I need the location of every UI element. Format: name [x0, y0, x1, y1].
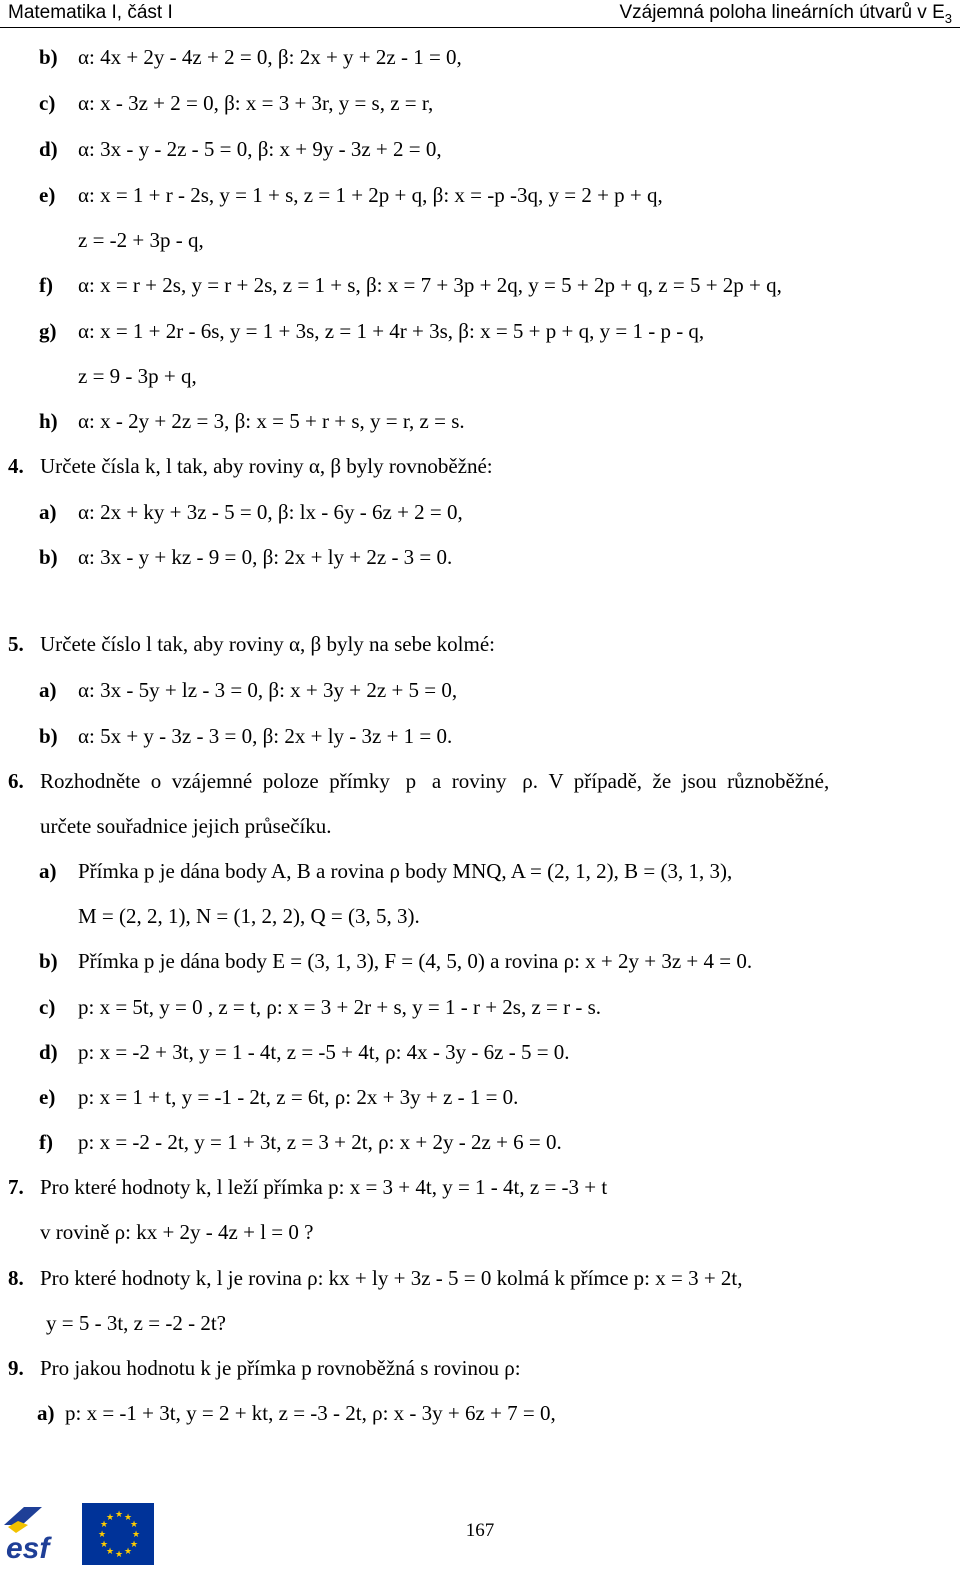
item-text: α: x - 2y + 2z = 3, β: x = 5 + r + s, y = r, z = s.: [78, 409, 465, 433]
item-label: e): [39, 1085, 56, 1109]
item-label: a): [37, 1401, 55, 1425]
esf-logo-text: esf: [6, 1532, 50, 1565]
svg-text:★: ★: [100, 1540, 109, 1550]
item-label: f): [39, 1130, 53, 1154]
item-text: α: 3x - 5y + lz - 3 = 0, β: x + 3y + 2z + 5 = 0,: [78, 678, 458, 702]
exercise-text: Rozhodněte o vzájemné poloze přímky p a roviny ρ. V případě, že jsou různoběžné,: [40, 769, 830, 793]
exercise-number: 5.: [8, 632, 24, 656]
item-text: α: 5x + y - 3z - 3 = 0, β: 2x + ly - 3z + 1 = 0.: [78, 724, 453, 748]
exercise-text: Pro jakou hodnotu k je přímka p rovnoběžná s rovinou ρ:: [40, 1356, 521, 1380]
item-text: α: x = r + 2s, y = r + 2s, z = 1 + s, β: x = 7 + 3p + 2q, y = 5 + 2p + q, z = 5 + 2p + q,: [78, 273, 782, 297]
header-right-title: [619, 2, 952, 26]
svg-text:★: ★: [115, 1510, 124, 1520]
item-text: M = (2, 2, 1), N = (1, 2, 2), Q = (3, 5, 3).: [78, 904, 420, 928]
item-text: Přímka p je dána body E = (3, 1, 3), F = (4, 5, 0) a rovina ρ: x + 2y + 3z + 4 = 0.: [78, 949, 753, 973]
header-right-main: Vzájemná poloha lineárních útvarů v E: [619, 2, 945, 23]
item-text: p: x = 5t, y = 0 , z = t, ρ: x = 3 + 2r + s, y = 1 - r + 2s, z = r - s.: [78, 995, 602, 1019]
svg-text:★: ★: [124, 1513, 133, 1523]
header-rule: [0, 27, 960, 28]
item-label: c): [39, 995, 56, 1019]
exercise-text: Určete číslo l tak, aby roviny α, β byly na sebe kolmé:: [40, 632, 495, 656]
svg-text:★: ★: [115, 1550, 124, 1560]
exercise-text: Určete čísla k, l tak, aby roviny α, β byly rovnoběžné:: [40, 454, 493, 478]
item-label: b): [39, 545, 58, 569]
item-label: h): [39, 409, 58, 433]
item-text: z = 9 - 3p + q,: [78, 364, 197, 388]
svg-text:★: ★: [130, 1540, 139, 1550]
item-label: f): [39, 273, 53, 297]
item-text: p: x = 1 + t, y = -1 - 2t, z = 6t, ρ: 2x + 3y + z - 1 = 0.: [78, 1085, 519, 1109]
item-label: g): [39, 319, 57, 343]
exercise-text: y = 5 - 3t, z = -2 - 2t?: [46, 1311, 226, 1335]
item-label: d): [39, 137, 58, 161]
page-number: 167: [465, 1520, 495, 1541]
item-label: e): [39, 183, 56, 207]
item-text: α: x - 3z + 2 = 0, β: x = 3 + 3r, y = s, z = r,: [78, 91, 434, 115]
svg-text:★: ★: [106, 1513, 115, 1523]
item-text: p: x = -2 - 2t, y = 1 + 3t, z = 3 + 2t, ρ: x + 2y - 2z + 6 = 0.: [78, 1130, 562, 1154]
item-text: p: x = -2 + 3t, y = 1 - 4t, z = -5 + 4t, ρ: 4x - 3y - 6z - 5 = 0.: [78, 1040, 570, 1064]
svg-text:★: ★: [106, 1547, 115, 1557]
item-text: α: 4x + 2y - 4z + 2 = 0, β: 2x + y + 2z - 1 = 0,: [78, 45, 462, 69]
svg-text:★: ★: [124, 1547, 133, 1557]
svg-text:★: ★: [130, 1520, 139, 1530]
exercise-number: 7.: [8, 1175, 24, 1199]
header-right-sub: 3: [944, 10, 952, 26]
exercise-text: Pro které hodnoty k, l leží přímka p: x = 3 + 4t, y = 1 - 4t, z = -3 + t: [40, 1175, 608, 1199]
item-label: c): [39, 91, 56, 115]
item-label: a): [39, 500, 57, 524]
item-text: α: 2x + ky + 3z - 5 = 0, β: lx - 6y - 6z + 2 = 0,: [78, 500, 463, 524]
item-text: α: 3x - y + kz - 9 = 0, β: 2x + ly + 2z - 3 = 0.: [78, 545, 453, 569]
exercise-number: 4.: [8, 454, 24, 478]
header-left-title: Matematika I, část I: [8, 2, 173, 23]
item-text: p: x = -1 + 3t, y = 2 + kt, z = -3 - 2t, ρ: x - 3y + 6z + 7 = 0,: [65, 1401, 556, 1425]
svg-text:★: ★: [132, 1530, 141, 1540]
svg-text:★: ★: [100, 1520, 109, 1530]
item-text: Přímka p je dána body A, B a rovina ρ body MNQ, A = (2, 1, 2), B = (3, 1, 3),: [78, 859, 733, 883]
exercise-text: v rovině ρ: kx + 2y - 4z + l = 0 ?: [40, 1220, 314, 1244]
item-label: a): [39, 678, 57, 702]
item-label: b): [39, 949, 58, 973]
exercise-number: 9.: [8, 1356, 24, 1380]
exercise-number: 8.: [8, 1266, 24, 1290]
item-text: z = -2 + 3p - q,: [78, 228, 204, 252]
item-text: α: x = 1 + 2r - 6s, y = 1 + 3s, z = 1 + 4r + 3s, β: x = 5 + p + q, y = 1 - p - q,: [78, 319, 705, 343]
exercise-number: 6.: [8, 769, 24, 793]
item-text: α: x = 1 + r - 2s, y = 1 + s, z = 1 + 2p + q, β: x = -p -3q, y = 2 + p + q,: [78, 183, 663, 207]
item-label: a): [39, 859, 57, 883]
item-label: b): [39, 45, 58, 69]
exercise-text: Pro které hodnoty k, l je rovina ρ: kx + ly + 3z - 5 = 0 kolmá k přímce p: x = 3 + 2t,: [40, 1266, 743, 1290]
item-label: b): [39, 724, 58, 748]
item-text: α: 3x - y - 2z - 5 = 0, β: x + 9y - 3z + 2 = 0,: [78, 137, 442, 161]
item-label: d): [39, 1040, 58, 1064]
svg-text:★: ★: [98, 1530, 107, 1540]
exercise-text: určete souřadnice jejich průsečíku.: [40, 814, 332, 838]
